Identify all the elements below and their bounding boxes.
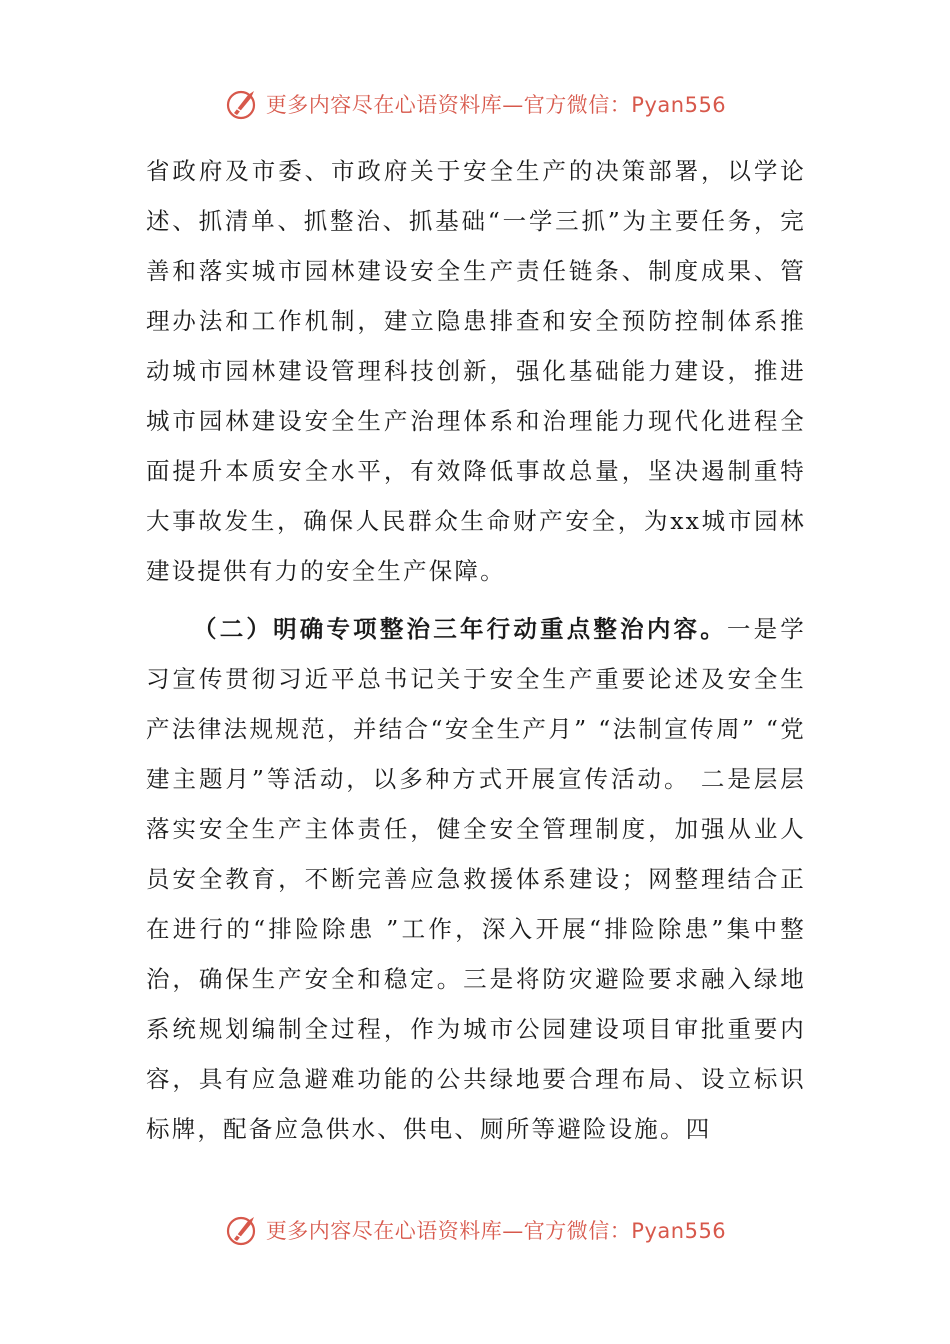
watermark-text: 更多内容尽在心语资料库—官方微信：Pyan556: [265, 1219, 727, 1243]
footer-watermark: [0, 1210, 950, 1250]
header-watermark: [0, 84, 950, 124]
paragraph: [146, 604, 806, 1154]
paragraph: [146, 146, 806, 596]
document-body: [146, 146, 806, 1154]
section-heading: （二）明确专项整治三年行动重点整治内容。: [193, 615, 727, 643]
pen-nib-circle-icon: [224, 86, 260, 122]
paragraph-text: 省政府及市委、市政府关于安全生产的决策部署，以学论述、抓清单、抓整治、抓基础“一学三抓”为主要任务，完善和落实城市园林建设安全生产责任链条、制度成果、管理办法和工作机制，建立隐患排查和安全预防控制体系推动城市园林建设管理科技创新，强化基础能力建设，推进城市园林建设安全生产治理体系和治理能力现代化进程全面提升本质安全水平，有效降低事故总量，坚决遏制重特大事故发生，确保人民群众生命财产安全，为xx城市园林建设提供有力的安全生产保障。: [146, 157, 806, 585]
paragraph-text: 一是学习宣传贯彻习近平总书记关于安全生产重要论述及安全生产法律法规规范，并结合“安全生产月” “法制宣传周” “党建主题月”等活动，以多种方式开展宣传活动。 二是层层落实安全生产主体责任，健全安全管理制度，加强从业人员安全教育，不断完善应急救援体系建设；网整理结合正在进行的“排险除患 ”工作，深入开展“排险除患”集中整治，确保生产安全和稳定。三是将防灾避险要求融入绿地系统规划编制全过程，作为城市公园建设项目审批重要内容，具有应急避难功能的公共绿地要合理布局、设立标识标牌，配备应急供水、供电、厕所等避险设施。四: [146, 615, 806, 1143]
watermark-text: 更多内容尽在心语资料库—官方微信：Pyan556: [265, 93, 727, 117]
pen-nib-circle-icon: [224, 1212, 260, 1248]
